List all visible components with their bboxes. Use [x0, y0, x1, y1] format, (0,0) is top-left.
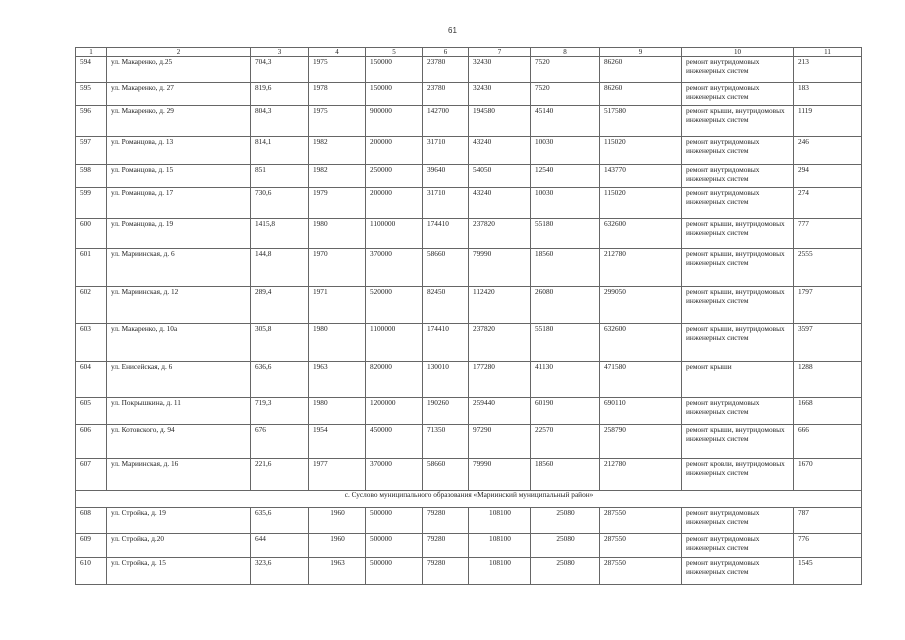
table-cell: 150000: [366, 57, 423, 83]
table-cell: 605: [76, 398, 107, 425]
table-cell: 221,6: [251, 459, 309, 491]
table-cell: 520000: [366, 287, 423, 324]
table-cell: 54050: [469, 165, 531, 188]
table-cell: 2555: [794, 249, 862, 287]
table-cell: 18560: [531, 459, 600, 491]
table-cell: 500000: [366, 508, 423, 534]
table-cell: 608: [76, 508, 107, 534]
column-header: 9: [600, 48, 682, 57]
table-row: [76, 188, 862, 219]
table-cell: 289,4: [251, 287, 309, 324]
table-cell: 39640: [423, 165, 469, 188]
table-cell: 1980: [309, 324, 366, 362]
table-cell: 814,1: [251, 137, 309, 165]
table-cell: ул. Романцова, д. 19: [107, 219, 251, 249]
table-cell: 55180: [531, 324, 600, 362]
table-cell: 1954: [309, 425, 366, 459]
table-cell: 108100: [469, 508, 531, 534]
table-cell: 23780: [423, 83, 469, 106]
table-cell: 150000: [366, 83, 423, 106]
table-cell: 32430: [469, 83, 531, 106]
table-cell: ул. Стройка, д. 15: [107, 558, 251, 585]
table-cell: 174410: [423, 219, 469, 249]
table-cell: 190260: [423, 398, 469, 425]
table-cell: 212780: [600, 249, 682, 287]
table-cell: 45140: [531, 106, 600, 137]
table-cell: ул. Романцова, д. 17: [107, 188, 251, 219]
table-cell: 370000: [366, 459, 423, 491]
table-cell: ремонт крыши, внутридомовых инженерных систем: [682, 219, 794, 249]
table-row: [76, 459, 862, 491]
table-cell: 31710: [423, 188, 469, 219]
table-cell: 97290: [469, 425, 531, 459]
column-header: 4: [309, 48, 366, 57]
table-cell: 370000: [366, 249, 423, 287]
table-cell: 1200000: [366, 398, 423, 425]
table-cell: 79990: [469, 459, 531, 491]
table-cell: 25080: [531, 558, 600, 585]
table-cell: 603: [76, 324, 107, 362]
table-cell: ул. Покрышкина, д. 11: [107, 398, 251, 425]
table-cell: 606: [76, 425, 107, 459]
table-cell: 274: [794, 188, 862, 219]
table-cell: 690110: [600, 398, 682, 425]
table-cell: 500000: [366, 558, 423, 585]
table-cell: 108100: [469, 558, 531, 585]
table-cell: 610: [76, 558, 107, 585]
table-cell: 777: [794, 219, 862, 249]
table-cell: 246: [794, 137, 862, 165]
table-cell: 1970: [309, 249, 366, 287]
table-cell: 471580: [600, 362, 682, 398]
table-cell: 1960: [309, 534, 366, 558]
table-cell: ул. Романцова, д. 15: [107, 165, 251, 188]
table-row: [76, 398, 862, 425]
table-cell: 79280: [423, 534, 469, 558]
table-cell: 1797: [794, 287, 862, 324]
table-cell: 7520: [531, 57, 600, 83]
table-row: [76, 165, 862, 188]
section-row: [76, 491, 862, 508]
column-header: 8: [531, 48, 600, 57]
table-cell: ремонт внутридомовых инженерных систем: [682, 57, 794, 83]
table-cell: 259440: [469, 398, 531, 425]
table-cell: 609: [76, 534, 107, 558]
table-cell: 1971: [309, 287, 366, 324]
table-cell: ремонт крыши, внутридомовых инженерных систем: [682, 249, 794, 287]
table-row: [76, 106, 862, 137]
table-cell: ул. Макаренко, д. 29: [107, 106, 251, 137]
table-cell: 250000: [366, 165, 423, 188]
table-cell: 900000: [366, 106, 423, 137]
table-cell: 43240: [469, 137, 531, 165]
table-cell: ул. Макаренко, д. 27: [107, 83, 251, 106]
table-cell: 1668: [794, 398, 862, 425]
table-cell: 599: [76, 188, 107, 219]
table-cell: 1980: [309, 219, 366, 249]
table-row: [76, 57, 862, 83]
table-cell: ремонт внутридомовых инженерных систем: [682, 188, 794, 219]
table-cell: 212780: [600, 459, 682, 491]
table-cell: 596: [76, 106, 107, 137]
table-cell: 294: [794, 165, 862, 188]
table-cell: 1288: [794, 362, 862, 398]
table-cell: 200000: [366, 188, 423, 219]
table-cell: 500000: [366, 534, 423, 558]
table-cell: 58660: [423, 459, 469, 491]
table-row: [76, 508, 862, 534]
table-cell: 10030: [531, 137, 600, 165]
table-cell: 71350: [423, 425, 469, 459]
table-cell: 3597: [794, 324, 862, 362]
table-cell: 1670: [794, 459, 862, 491]
table-row: [76, 137, 862, 165]
table-cell: 1978: [309, 83, 366, 106]
table-cell: ул. Мариинская, д. 16: [107, 459, 251, 491]
column-header: 6: [423, 48, 469, 57]
table-cell: ремонт крыши: [682, 362, 794, 398]
table-cell: 299050: [600, 287, 682, 324]
table-cell: 55180: [531, 219, 600, 249]
table-cell: 644: [251, 534, 309, 558]
table-cell: 82450: [423, 287, 469, 324]
table-cell: 115020: [600, 137, 682, 165]
section-title: с. Суслово муниципального образования «Мариинский муниципальный район»: [76, 491, 862, 508]
table-cell: 25080: [531, 534, 600, 558]
column-header: 3: [251, 48, 309, 57]
table-cell: 1982: [309, 165, 366, 188]
column-header: 1: [76, 48, 107, 57]
table-cell: ремонт внутридомовых инженерных систем: [682, 137, 794, 165]
table-cell: 776: [794, 534, 862, 558]
table-cell: ремонт кровли, внутридомовых инженерных систем: [682, 459, 794, 491]
table-cell: ул. Мариинская, д. 6: [107, 249, 251, 287]
table-cell: 200000: [366, 137, 423, 165]
table-cell: 1977: [309, 459, 366, 491]
table-cell: 183: [794, 83, 862, 106]
table-cell: 10030: [531, 188, 600, 219]
table-cell: ул. Романцова, д. 13: [107, 137, 251, 165]
table-cell: 287550: [600, 558, 682, 585]
column-header: 5: [366, 48, 423, 57]
table-cell: 22570: [531, 425, 600, 459]
table-cell: 41130: [531, 362, 600, 398]
table-cell: 18560: [531, 249, 600, 287]
table-cell: 719,3: [251, 398, 309, 425]
table-cell: 632600: [600, 324, 682, 362]
table-row: [76, 249, 862, 287]
page-number: 61: [448, 26, 457, 35]
table-cell: ремонт внутридомовых инженерных систем: [682, 165, 794, 188]
table-cell: 1975: [309, 57, 366, 83]
table-cell: 607: [76, 459, 107, 491]
table-cell: 237820: [469, 219, 531, 249]
table-cell: ул. Макаренко, д. 10а: [107, 324, 251, 362]
table-cell: ремонт крыши, внутридомовых инженерных систем: [682, 106, 794, 137]
column-header: 11: [794, 48, 862, 57]
table-row: [76, 362, 862, 398]
table-cell: 79280: [423, 558, 469, 585]
table-cell: 1960: [309, 508, 366, 534]
table-cell: 604: [76, 362, 107, 398]
table-cell: 595: [76, 83, 107, 106]
table-cell: 636,6: [251, 362, 309, 398]
table-cell: 142700: [423, 106, 469, 137]
table-cell: 287550: [600, 534, 682, 558]
table-cell: 130010: [423, 362, 469, 398]
table-cell: 237820: [469, 324, 531, 362]
table-cell: 598: [76, 165, 107, 188]
table-cell: ул. Стройка, д.20: [107, 534, 251, 558]
table-cell: 1415,8: [251, 219, 309, 249]
table-cell: 144,8: [251, 249, 309, 287]
table-cell: ремонт крыши, внутридомовых инженерных систем: [682, 324, 794, 362]
table-cell: 851: [251, 165, 309, 188]
table-cell: ремонт крыши, внутридомовых инженерных систем: [682, 287, 794, 324]
table-cell: 32430: [469, 57, 531, 83]
table-cell: 666: [794, 425, 862, 459]
table-cell: 819,6: [251, 83, 309, 106]
table-cell: 594: [76, 57, 107, 83]
column-number-row: [76, 48, 862, 57]
table-cell: 602: [76, 287, 107, 324]
table-cell: 635,6: [251, 508, 309, 534]
table-cell: ремонт внутридомовых инженерных систем: [682, 398, 794, 425]
table-cell: 804,3: [251, 106, 309, 137]
table-cell: 258790: [600, 425, 682, 459]
table-cell: 43240: [469, 188, 531, 219]
table-cell: ремонт внутридомовых инженерных систем: [682, 508, 794, 534]
table-cell: 1100000: [366, 324, 423, 362]
table-cell: ремонт внутридомовых инженерных систем: [682, 558, 794, 585]
table-cell: ремонт внутридомовых инженерных систем: [682, 534, 794, 558]
table-cell: 12540: [531, 165, 600, 188]
table-cell: 632600: [600, 219, 682, 249]
table-cell: 177280: [469, 362, 531, 398]
table-row: [76, 534, 862, 558]
table-cell: 287550: [600, 508, 682, 534]
table-cell: 7520: [531, 83, 600, 106]
table-cell: 820000: [366, 362, 423, 398]
table-cell: ул. Макаренко, д.25: [107, 57, 251, 83]
table-cell: 600: [76, 219, 107, 249]
table-cell: 1982: [309, 137, 366, 165]
table-cell: 86260: [600, 83, 682, 106]
table-row: [76, 558, 862, 585]
table-cell: 1963: [309, 558, 366, 585]
table-cell: 1100000: [366, 219, 423, 249]
table-cell: 323,6: [251, 558, 309, 585]
table-cell: 143770: [600, 165, 682, 188]
table-cell: 25080: [531, 508, 600, 534]
table-cell: 31710: [423, 137, 469, 165]
repair-register-table: [75, 47, 862, 585]
table-cell: 1963: [309, 362, 366, 398]
table-cell: 1119: [794, 106, 862, 137]
table-cell: ремонт крыши, внутридомовых инженерных систем: [682, 425, 794, 459]
table-cell: 1980: [309, 398, 366, 425]
table-cell: 79990: [469, 249, 531, 287]
table-cell: 86260: [600, 57, 682, 83]
table-cell: ул. Котовского, д. 94: [107, 425, 251, 459]
table-cell: 115020: [600, 188, 682, 219]
table-cell: 601: [76, 249, 107, 287]
table-cell: 787: [794, 508, 862, 534]
table-cell: 676: [251, 425, 309, 459]
table-cell: 58660: [423, 249, 469, 287]
table-cell: 213: [794, 57, 862, 83]
table-cell: 450000: [366, 425, 423, 459]
table-cell: ул. Енисейская, д. 6: [107, 362, 251, 398]
table-cell: 174410: [423, 324, 469, 362]
table-cell: ул. Мариинская, д. 12: [107, 287, 251, 324]
table-cell: 597: [76, 137, 107, 165]
table-cell: 60190: [531, 398, 600, 425]
table-cell: 730,6: [251, 188, 309, 219]
table-cell: 194580: [469, 106, 531, 137]
table-cell: 704,3: [251, 57, 309, 83]
table-row: [76, 324, 862, 362]
column-header: 2: [107, 48, 251, 57]
table-cell: 23780: [423, 57, 469, 83]
table-cell: ремонт внутридомовых инженерных систем: [682, 83, 794, 106]
table-cell: 79280: [423, 508, 469, 534]
table-body: [76, 48, 862, 585]
table-cell: 1975: [309, 106, 366, 137]
table-row: [76, 83, 862, 106]
column-header: 10: [682, 48, 794, 57]
table-cell: 305,8: [251, 324, 309, 362]
table-row: [76, 219, 862, 249]
table-cell: 108100: [469, 534, 531, 558]
table-cell: 112420: [469, 287, 531, 324]
column-header: 7: [469, 48, 531, 57]
table-cell: 26080: [531, 287, 600, 324]
table-row: [76, 425, 862, 459]
table-cell: 1979: [309, 188, 366, 219]
table-cell: 1545: [794, 558, 862, 585]
table-row: [76, 287, 862, 324]
table-cell: ул. Стройка, д. 19: [107, 508, 251, 534]
table-cell: 517580: [600, 106, 682, 137]
